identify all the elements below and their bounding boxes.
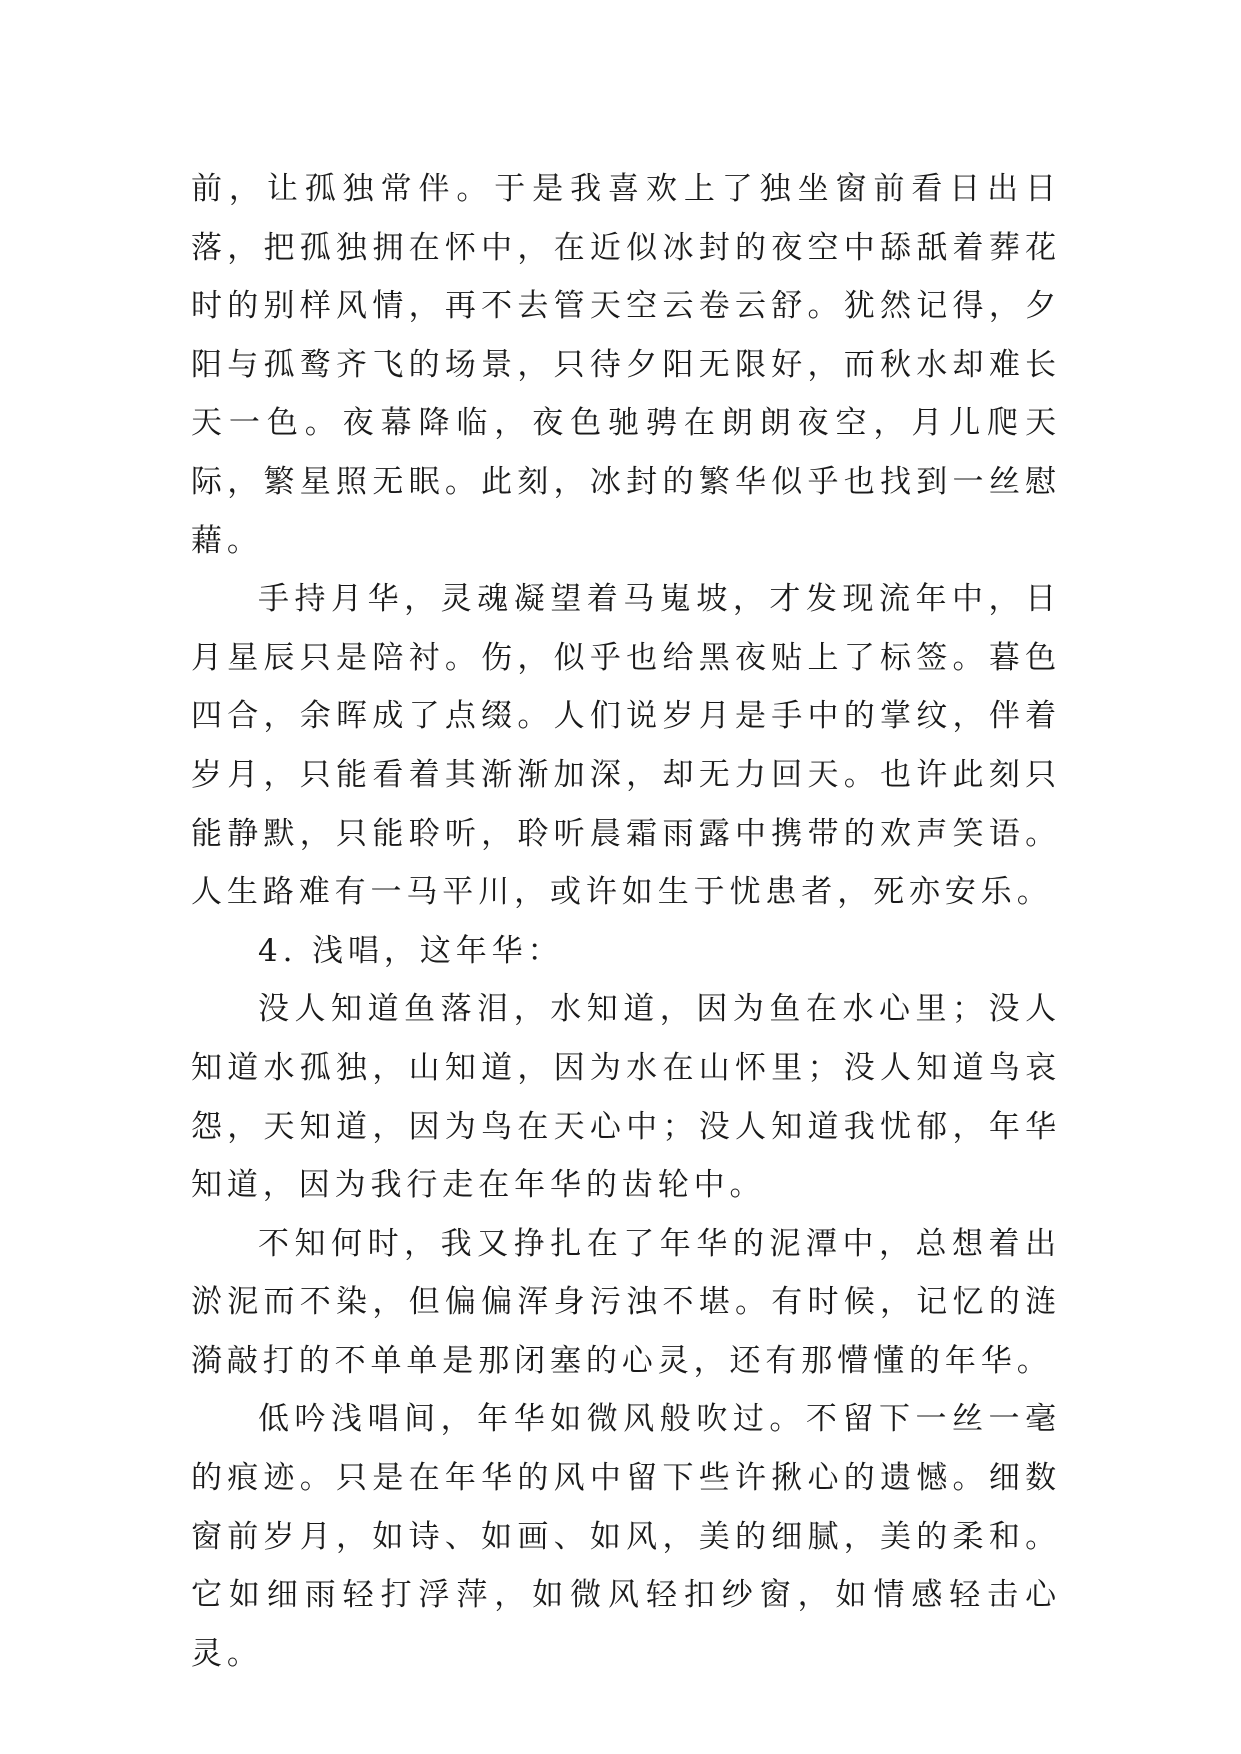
- paragraph: 手持月华，灵魂凝望着马嵬坡，才发现流年中，日月星辰只是陪衬。伤，似乎也给黑夜贴上了标签。暮色四合，余晖成了点缀。人们说岁月是手中的掌纹，伴着岁月，只能看着其渐渐加深，却无力回天。也许此刻只能静默，只能聆听，聆听晨霜雨露中携带的欢声笑语。人生路难有一马平川，或许如生于忧患者，死亦安乐。: [191, 581, 1061, 911]
- document-body: [191, 160, 1061, 1683]
- paragraph: 没人知道鱼落泪，水知道，因为鱼在水心里；没人知道水孤独，山知道，因为水在山怀里；没人知道鸟哀怨，天知道，因为鸟在天心中；没人知道我忧郁，年华知道，因为我行走在年华的齿轮中。: [191, 991, 1061, 1204]
- paragraph: 低吟浅唱间，年华如微风般吹过。不留下一丝一毫的痕迹。只是在年华的风中留下些许揪心的遗憾。细数窗前岁月，如诗、如画、如风，美的细腻，美的柔和。它如细雨轻打浮萍，如微风轻扣纱窗，如情感轻击心灵。: [191, 1401, 1061, 1672]
- section-heading: 4. 浅唱，这年华：: [258, 932, 564, 969]
- paragraph-continued: 前，让孤独常伴。于是我喜欢上了独坐窗前看日出日落，把孤独拥在怀中，在近似冰封的夜空中舔舐着葬花时的别样风情，再不去管天空云卷云舒。犹然记得，夕阳与孤鹜齐飞的场景，只待夕阳无限好，而秋水却难长天一色。夜幕降临，夜色驰骋在朗朗夜空，月儿爬天际，繁星照无眠。此刻，冰封的繁华似乎也找到一丝慰藉。: [191, 171, 1061, 559]
- paragraph: 不知何时，我又挣扎在了年华的泥潭中，总想着出淤泥而不染，但偏偏浑身污浊不堪。有时候，记忆的涟漪敲打的不单单是那闭塞的心灵，还有那懵懂的年华。: [191, 1225, 1061, 1379]
